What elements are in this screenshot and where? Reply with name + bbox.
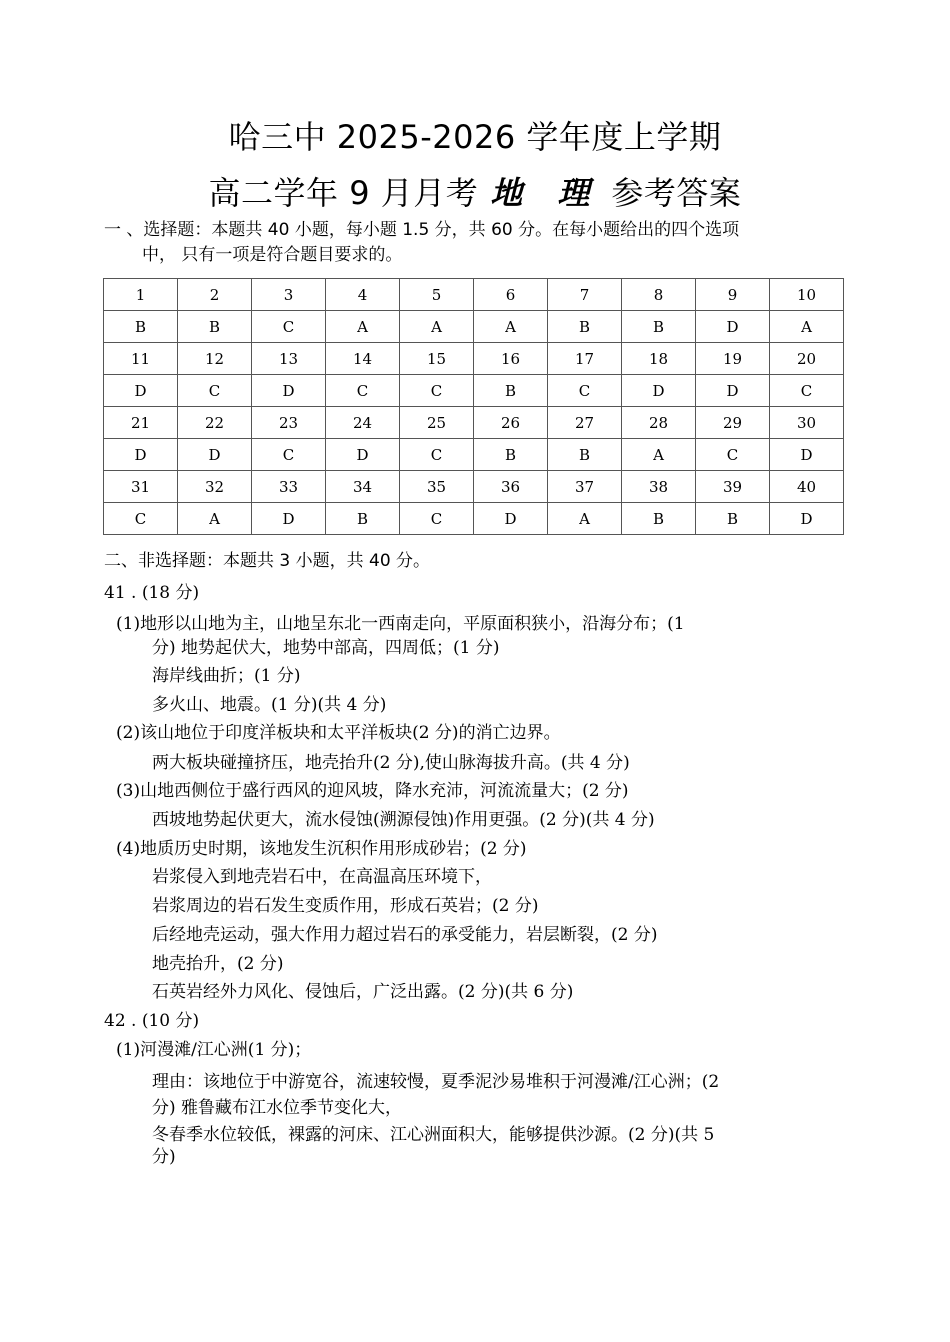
- question-number-cell: 28: [622, 407, 696, 439]
- answer-cell: D: [696, 311, 770, 343]
- question-number-cell: 11: [104, 343, 178, 375]
- q41-p3-line2: 西坡地势起伏更大，流水侵蚀(溯源侵蚀)作用更强。(2 分)(共 4 分): [152, 810, 655, 830]
- answer-cell: B: [548, 439, 622, 471]
- answer-cell: D: [252, 503, 326, 535]
- answer-row: [104, 311, 844, 343]
- page-title-line2: [0, 168, 950, 214]
- q41-p4-line6: 石英岩经外力风化、侵蚀后，广泛出露。(2 分)(共 6 分): [152, 982, 574, 1002]
- answer-cell: D: [770, 439, 844, 471]
- answer-cell: C: [252, 439, 326, 471]
- q41-p2-line1: (2)该山地位于印度洋板块和太平洋板块(2 分)的消亡边界。: [116, 723, 561, 743]
- answer-cell: B: [178, 311, 252, 343]
- q41-header: 41 . (18 分): [104, 583, 200, 603]
- answer-cell: D: [622, 375, 696, 407]
- answer-cell: C: [400, 503, 474, 535]
- question-number-cell: 6: [474, 279, 548, 311]
- question-number-cell: 20: [770, 343, 844, 375]
- section1-line1: 一 、选择题：本题共 40 小题，每小题 1.5 分，共 60 分。在每小题给出的四个选项: [104, 220, 740, 240]
- question-number-cell: 19: [696, 343, 770, 375]
- answer-row: [104, 439, 844, 471]
- title-subject: 地 理: [490, 174, 602, 212]
- question-number-cell: 17: [548, 343, 622, 375]
- answer-cell: C: [104, 503, 178, 535]
- question-number-cell: 29: [696, 407, 770, 439]
- answer-cell: C: [770, 375, 844, 407]
- answer-cell: D: [104, 439, 178, 471]
- answer-row: [104, 375, 844, 407]
- question-number-cell: 25: [400, 407, 474, 439]
- answer-cell: C: [696, 439, 770, 471]
- question-number-cell: 9: [696, 279, 770, 311]
- question-number-cell: 18: [622, 343, 696, 375]
- question-number-cell: 1: [104, 279, 178, 311]
- answer-cell: D: [696, 375, 770, 407]
- question-number-cell: 16: [474, 343, 548, 375]
- question-number-cell: 13: [252, 343, 326, 375]
- question-number-cell: 30: [770, 407, 844, 439]
- answer-cell: B: [326, 503, 400, 535]
- question-number-cell: 26: [474, 407, 548, 439]
- section2-heading: 二、非选择题：本题共 3 小题，共 40 分。: [104, 551, 431, 571]
- answer-cell: B: [696, 503, 770, 535]
- answer-cell: C: [252, 311, 326, 343]
- q42-p1-line5: 分): [152, 1147, 176, 1167]
- question-number-cell: 15: [400, 343, 474, 375]
- question-number-cell: 32: [178, 471, 252, 503]
- answer-cell: A: [178, 503, 252, 535]
- question-number-cell: 2: [178, 279, 252, 311]
- q42-p1-line2: 理由：该地位于中游宽谷，流速较慢，夏季泥沙易堆积于河漫滩/江心洲；(2: [152, 1072, 720, 1092]
- answer-cell: B: [548, 311, 622, 343]
- answer-cell: B: [622, 311, 696, 343]
- q41-p1-line2: 分) 地势起伏大，地势中部高，四周低；(1 分): [152, 638, 500, 658]
- answer-cell: D: [770, 503, 844, 535]
- question-number-row: [104, 279, 844, 311]
- question-number-cell: 22: [178, 407, 252, 439]
- q41-p1-line3: 海岸线曲折；(1 分): [152, 666, 301, 686]
- answer-cell: A: [548, 503, 622, 535]
- question-number-row: [104, 343, 844, 375]
- answer-cell: D: [104, 375, 178, 407]
- q42-p1-line3: 分) 雅鲁藏布江水位季节变化大，: [152, 1098, 403, 1118]
- section1-instructions: [104, 218, 834, 268]
- q41-p1-line4: 多火山、地震。(1 分)(共 4 分): [152, 695, 387, 715]
- question-number-cell: 12: [178, 343, 252, 375]
- answer-cell: C: [400, 375, 474, 407]
- question-number-cell: 23: [252, 407, 326, 439]
- question-number-cell: 14: [326, 343, 400, 375]
- q42-header: 42 . (10 分): [104, 1011, 200, 1031]
- question-number-cell: 10: [770, 279, 844, 311]
- question-number-cell: 34: [326, 471, 400, 503]
- question-number-cell: 35: [400, 471, 474, 503]
- q41-p3-line1: (3)山地西侧位于盛行西风的迎风坡，降水充沛，河流流量大；(2 分): [116, 781, 629, 801]
- question-number-cell: 37: [548, 471, 622, 503]
- q41-p1-line1: (1)地形以山地为主，山地呈东北一西南走向，平原面积狭小，沿海分布；(1: [116, 614, 685, 634]
- answer-cell: A: [474, 311, 548, 343]
- answer-cell: B: [474, 375, 548, 407]
- answer-cell: A: [400, 311, 474, 343]
- answer-cell: A: [326, 311, 400, 343]
- title-answer-key: 参考答案: [611, 174, 742, 212]
- question-number-cell: 36: [474, 471, 548, 503]
- q41-p4-line3: 岩浆周边的岩石发生变质作用，形成石英岩；(2 分): [152, 896, 539, 916]
- answer-cell: C: [178, 375, 252, 407]
- question-number-cell: 5: [400, 279, 474, 311]
- question-number-cell: 21: [104, 407, 178, 439]
- answer-cell: A: [770, 311, 844, 343]
- answer-cell: B: [474, 439, 548, 471]
- page-title-line1: 哈三中 2025-2026 学年度上学期: [228, 118, 722, 156]
- section1-line2: 中， 只有一项是符合题目要求的。: [142, 245, 403, 265]
- answer-cell: B: [622, 503, 696, 535]
- answer-cell: D: [474, 503, 548, 535]
- question-number-cell: 39: [696, 471, 770, 503]
- question-number-cell: 33: [252, 471, 326, 503]
- question-number-cell: 7: [548, 279, 622, 311]
- question-number-cell: 8: [622, 279, 696, 311]
- question-number-cell: 27: [548, 407, 622, 439]
- answer-cell: B: [104, 311, 178, 343]
- q41-p4-line5: 地壳抬升，(2 分): [152, 954, 284, 974]
- question-number-cell: 40: [770, 471, 844, 503]
- q42-p1-line1: (1)河漫滩/江心洲(1 分)；: [116, 1040, 312, 1060]
- answer-table: [103, 278, 844, 535]
- question-number-cell: 31: [104, 471, 178, 503]
- answer-cell: C: [326, 375, 400, 407]
- question-number-cell: 3: [252, 279, 326, 311]
- question-number-cell: 38: [622, 471, 696, 503]
- question-number-cell: 4: [326, 279, 400, 311]
- question-number-row: [104, 407, 844, 439]
- answer-cell: D: [326, 439, 400, 471]
- title-exam-name: 高二学年 9 月月考: [208, 174, 479, 212]
- answer-cell: A: [622, 439, 696, 471]
- q41-p2-line2: 两大板块碰撞挤压，地壳抬升(2 分),使山脉海拔升高。(共 4 分): [152, 753, 630, 773]
- answer-cell: D: [178, 439, 252, 471]
- answer-cell: C: [400, 439, 474, 471]
- answer-cell: C: [548, 375, 622, 407]
- q42-p1-line4: 冬春季水位较低，裸露的河床、江心洲面积大，能够提供沙源。(2 分)(共 5: [152, 1125, 715, 1145]
- answer-row: [104, 503, 844, 535]
- answer-cell: D: [252, 375, 326, 407]
- q41-p4-line1: (4)地质历史时期，该地发生沉积作用形成砂岩；(2 分): [116, 839, 527, 859]
- question-number-cell: 24: [326, 407, 400, 439]
- question-number-row: [104, 471, 844, 503]
- q41-p4-line4: 后经地壳运动，强大作用力超过岩石的承受能力，岩层断裂，(2 分): [152, 925, 658, 945]
- q41-p4-line2: 岩浆侵入到地壳岩石中，在高温高压环境下，: [152, 867, 492, 887]
